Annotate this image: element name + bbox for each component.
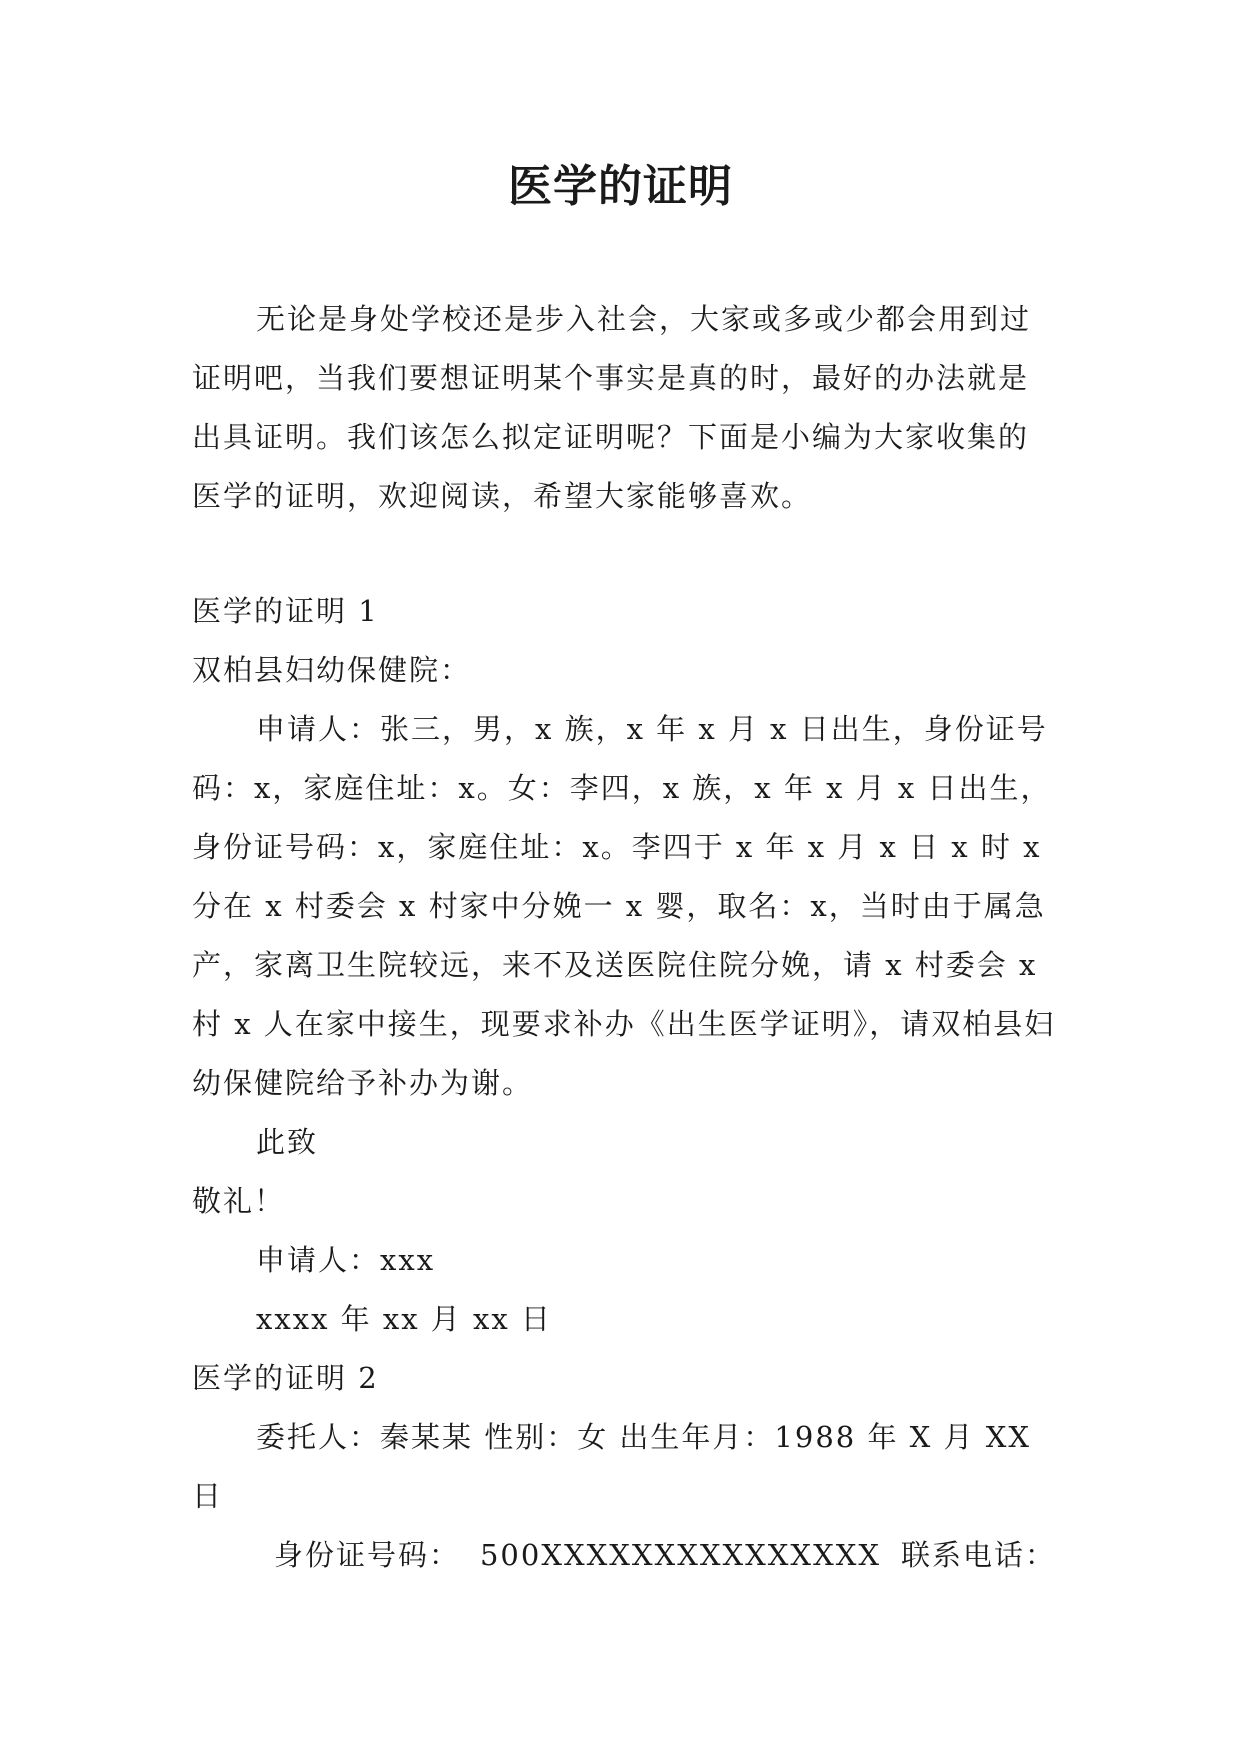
- document-body: [192, 290, 1056, 1585]
- id-number-label: 身份证号码：: [274, 1538, 461, 1572]
- id-number-value: 500XXXXXXXXXXXXXXX: [479, 1538, 882, 1572]
- id-phone-line: [192, 1526, 1056, 1585]
- intro-paragraph: 无论是身处学校还是步入社会，大家或多或少都会用到过证明吧，当我们要想证明某个事实是真的时，最好的办法就是出具证明。我们该怎么拟定证明呢？下面是小编为大家收集的医学的证明，欢迎阅读，希望大家能够喜欢。: [192, 302, 1032, 513]
- phone-label: 联系电话：: [900, 1538, 1056, 1572]
- signature-date: xxxx 年 xx 月 xx 日: [256, 1302, 552, 1336]
- section-1-heading: 医学的证明 1: [192, 594, 379, 628]
- closing-regards: 敬礼！: [192, 1184, 286, 1218]
- section-2-heading: 医学的证明 2: [192, 1361, 379, 1395]
- applicant-signature: 申请人：xxx: [256, 1243, 436, 1277]
- section-1-recipient: 双柏县妇幼保健院：: [192, 653, 472, 687]
- section-1-body: 申请人：张三，男，x 族，x 年 x 月 x 日出生，身份证号码：x，家庭住址：x。女：李四，x 族，x 年 x 月 x 日出生，身份证号码：x，家庭住址：x。李四于 x 年 x 月 x 日 x 时 x 分在 x 村委会 x 村家中分娩一 x 婴，取名：x，当时由于属急产，家离卫生院较远，来不及送医院住院分娩，请 x 村委会 x 村 x 人在家中接生，现要求补办《出生医学证明》，请双柏县妇幼保健院给予补办为谢。: [192, 712, 1056, 1100]
- page-title: 医学的证明: [508, 161, 733, 212]
- delegator-info: 委托人：秦某某 性别：女 出生年月：1988 年 X 月 XX 日: [192, 1420, 1032, 1513]
- closing-salutation: 此致: [256, 1125, 319, 1159]
